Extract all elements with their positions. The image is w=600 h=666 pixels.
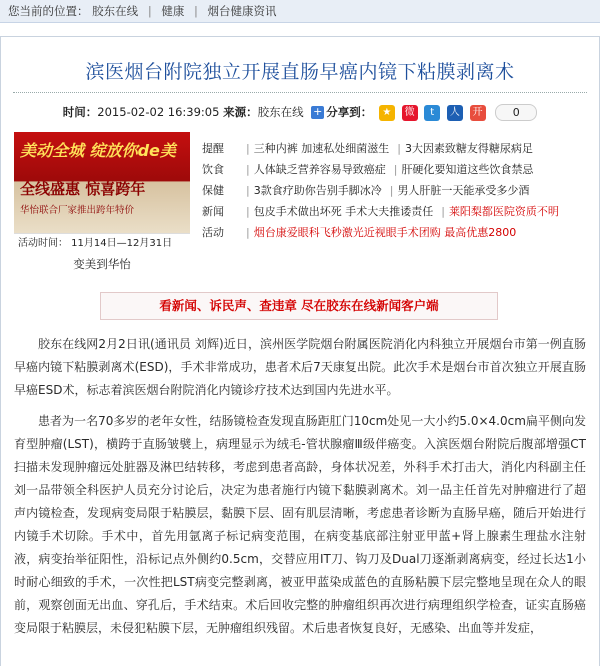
renren-icon[interactable]: 人 (447, 105, 463, 121)
promo-banner[interactable] (14, 132, 190, 254)
meta-source-label: 来源： (223, 105, 258, 119)
promo-link[interactable]: 男人肝脏一天能承受多少酒 (397, 184, 530, 197)
breadcrumb-link-health[interactable]: 健康 (161, 4, 185, 18)
banner-headline: 美动全城 绽放你de美 (20, 141, 176, 160)
promo-row-category: 保健 (202, 184, 224, 197)
article-body (14, 333, 586, 648)
promo-link[interactable]: 肝硬化要知道这些饮食禁忌 (401, 163, 534, 176)
kaixin-icon[interactable]: 开 (470, 105, 486, 121)
promo-row-bullet: | (389, 184, 394, 197)
promo-row-bullet: | (397, 142, 401, 155)
promo-row-bullet: | (246, 184, 250, 197)
promo-row-bullet: | (246, 226, 250, 239)
promo-row-bullet: | (246, 142, 250, 155)
news-app-notice[interactable]: 看新闻、诉民声、查违章 尽在胶东在线新闻客户端 (100, 292, 498, 320)
breadcrumb-link-home[interactable]: 胶东在线 (92, 4, 139, 18)
article-title: 滨医烟台附院独立开展直肠早癌内镜下粘膜剥离术 (85, 61, 515, 83)
breadcrumb (0, 0, 600, 23)
title-divider (13, 92, 587, 93)
promo-row-bullet: | (441, 205, 445, 218)
article-paragraph: 胶东在线网2月2日讯(通讯员 刘辉)近日，滨州医学院烟台附属医院消化内科独立开展烟台市第一例直肠早癌内镜下粘膜剥离术(ESD)，手术非常成功，患者术后7天康复出院。此次手术是烟台市首次独立开展直肠早癌ESD术，标志着滨医烟台附院消化内镜诊疗技术达到国内先进水平。 (14, 337, 586, 397)
promo-row-bullet: | (393, 163, 398, 176)
promo-row (202, 138, 584, 159)
meta-time-label: 时间： (62, 105, 98, 119)
promo-row (202, 201, 584, 222)
breadcrumb-prefix: 您当前的位置： (8, 4, 89, 18)
banner-subheadline: 全线盛惠 惊喜跨年 (20, 180, 146, 198)
qzone-icon[interactable]: ★ (379, 105, 395, 121)
promo-link[interactable]: 莱阳梨都医院资质不明 (448, 205, 559, 218)
promo-links (202, 138, 584, 243)
weibo-icon[interactable]: 微 (402, 105, 418, 121)
promo-row (202, 159, 584, 180)
promo-row (202, 222, 584, 243)
meta-time: 2015-02-02 16:39:05 (97, 105, 220, 119)
banner-dates: 活动时间： 11月14日—12月31日 (14, 233, 190, 254)
promo-link[interactable]: 包皮手术做出坏死 手术大夫推诿责任 (253, 205, 434, 218)
plus-share-icon[interactable]: + (313, 105, 323, 118)
promo-link[interactable]: 烟台康爱眼科飞秒激光近视眼手术团购 最高优惠2800 (253, 226, 517, 239)
share-count: 0 (495, 104, 537, 121)
breadcrumb-separator: | (147, 4, 152, 18)
promo-link[interactable]: 3款食疗助你告别手脚冰冷 (253, 184, 382, 197)
promo-link[interactable]: 3大因素致糖友得糖尿病足 (404, 142, 533, 155)
breadcrumb-separator: | (194, 4, 198, 18)
tencent-weibo-icon[interactable]: t (424, 105, 440, 121)
promo-link[interactable]: 三种内裤 加速私处细菌滋生 (253, 142, 390, 155)
promo-row (202, 180, 584, 201)
promo-row-category: 提醒 (202, 142, 224, 155)
promo-row-category: 新闻 (202, 205, 224, 218)
article-paragraph: 患者为一名70多岁的老年女性，结肠镜检查发现直肠距肛门10cm处见一大小约5.0×4.0cm扁平侧向发育型肿瘤(LST)，横跨于直肠皱襞上，病理显示为绒毛-管状腺瘤Ⅲ级伴癌变。入滨医烟台附院后腹部增强CT扫描未发现肿瘤远处脏器及淋巴结转移，考虑到患者高龄，身体状况差，外科手术打击大，消化内科副主任刘一品带领全科医护人员充分讨论后，决定为患者施行内镜下黏膜剥离术。刘一品主任首先对肿瘤进行了超声内镜检查，发现病变局限于粘膜层，黏膜下层、固有肌层清晰，考虑患者诊断为直肠早癌，随后开始进行内镜手术切除。手术中，首先用氩离子标记病变范围，在病变基底部注射亚甲蓝+肾上腺素生理盐水注射液，病变抬举征阳性，沿标记点外侧约0.5cm，交替应用IT刀、钩刀及Dual刀逐渐剥离病变，经过长达1小时耐心细致的手术，一次性把LST病变完整剥离，被亚甲蓝染成蓝色的直肠粘膜下层完整地呈现在众人的眼前，观察创面无出血、穿孔后，手术结束。术后回收完整的肿瘤组织再次进行病理组织学检查，证实直肠癌变局限于粘膜层，未侵犯粘膜下层，无肿瘤组织残留。术后患者恢复良好，无感染、出血等并发症， (14, 414, 586, 635)
share-label: 分享到： (326, 105, 373, 119)
banner-text: 华怡联合厂家推出跨年特价 (20, 205, 135, 216)
promo-row-bullet: | (246, 205, 250, 218)
breadcrumb-link-yantai-health[interactable]: 烟台健康资讯 (207, 4, 277, 18)
promo-row-bullet: | (246, 163, 250, 176)
promo-row-category: 饮食 (202, 163, 224, 176)
promo-row-category: 活动 (202, 226, 224, 239)
banner-caption[interactable]: 变美到华怡 (73, 257, 131, 271)
promo-link[interactable]: 人体缺乏营养容易导致癌症 (253, 163, 386, 176)
promo-block (14, 132, 584, 280)
meta-source: 胶东在线 (257, 105, 304, 119)
article-meta (1, 101, 599, 123)
